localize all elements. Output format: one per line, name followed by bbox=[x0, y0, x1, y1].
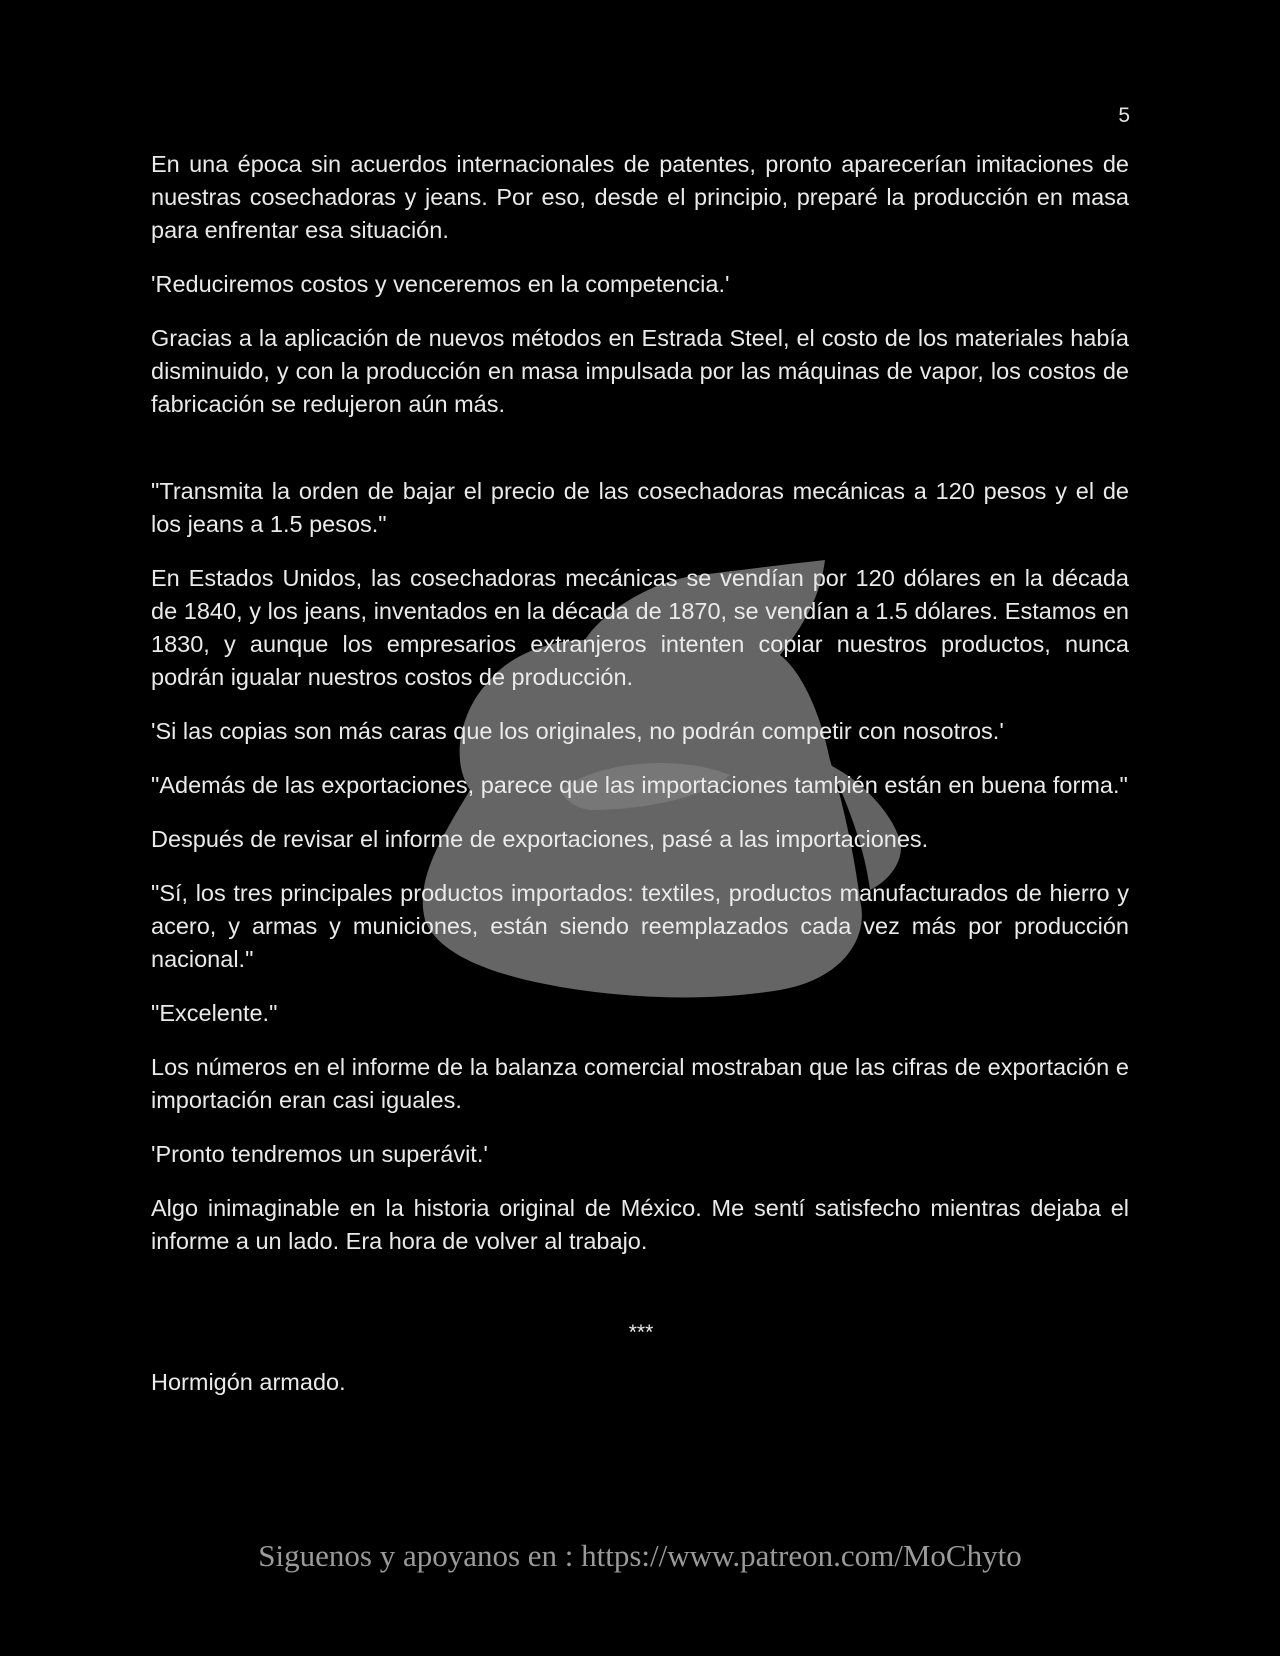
paragraph: "Sí, los tres principales productos importados: textiles, productos manufacturados de hierro y acero, y armas y municiones, están siendo reemplazados cada vez más por producción nacional." bbox=[151, 880, 1129, 972]
paragraph: "Excelente." bbox=[151, 1000, 278, 1026]
paragraph: "Además de las exportaciones, parece que las importaciones también están en buena forma." bbox=[151, 772, 1128, 798]
paragraph: Gracias a la aplicación de nuevos métodos en Estrada Steel, el costo de los materiales había disminuido, y con la producción en masa impulsada por las máquinas de vapor, los costos de fabricación se redujeron aún más. bbox=[151, 325, 1129, 417]
footer-patreon-note: Siguenos y apoyanos en : https://www.patreon.com/MoChyto bbox=[258, 1538, 1022, 1573]
paragraph: Algo inimaginable en la historia original de México. Me sentí satisfecho mientras dejaba el informe a un lado. Era hora de volver al trabajo. bbox=[151, 1195, 1129, 1254]
paragraph: Después de revisar el informe de exportaciones, pasé a las importaciones. bbox=[151, 826, 929, 852]
document-body bbox=[151, 148, 1129, 1420]
page-number: 5 bbox=[1118, 104, 1130, 127]
paragraph: En una época sin acuerdos internacionales de patentes, pronto aparecerían imitaciones de nuestras cosechadoras y jeans. Por eso, desde el principio, preparé la producción en masa para enfrentar esa situación. bbox=[151, 151, 1129, 243]
paragraph: 'Pronto tendremos un superávit.' bbox=[151, 1141, 488, 1167]
paragraph: 'Reduciremos costos y venceremos en la competencia.' bbox=[151, 271, 730, 297]
paragraph: 'Si las copias son más caras que los originales, no podrán competir con nosotros.' bbox=[151, 718, 1004, 744]
paragraph: "Transmita la orden de bajar el precio de las cosechadoras mecánicas a 120 pesos y el de los jeans a 1.5 pesos." bbox=[151, 478, 1129, 537]
paragraph: Los números en el informe de la balanza comercial mostraban que las cifras de exportación e importación eran casi iguales. bbox=[151, 1054, 1129, 1113]
paragraph: En Estados Unidos, las cosechadoras mecánicas se vendían por 120 dólares en la década de 1840, y los jeans, inventados en la década de 1870, se vendían a 1.5 dólares. Estamos en 1830, y aunque los empresarios extranjeros intenten copiar nuestros productos, nunca podrán igualar nuestros costos de producción. bbox=[151, 565, 1129, 690]
section-separator: *** bbox=[628, 1321, 654, 1344]
closing-paragraph: Hormigón armado. bbox=[151, 1369, 346, 1395]
